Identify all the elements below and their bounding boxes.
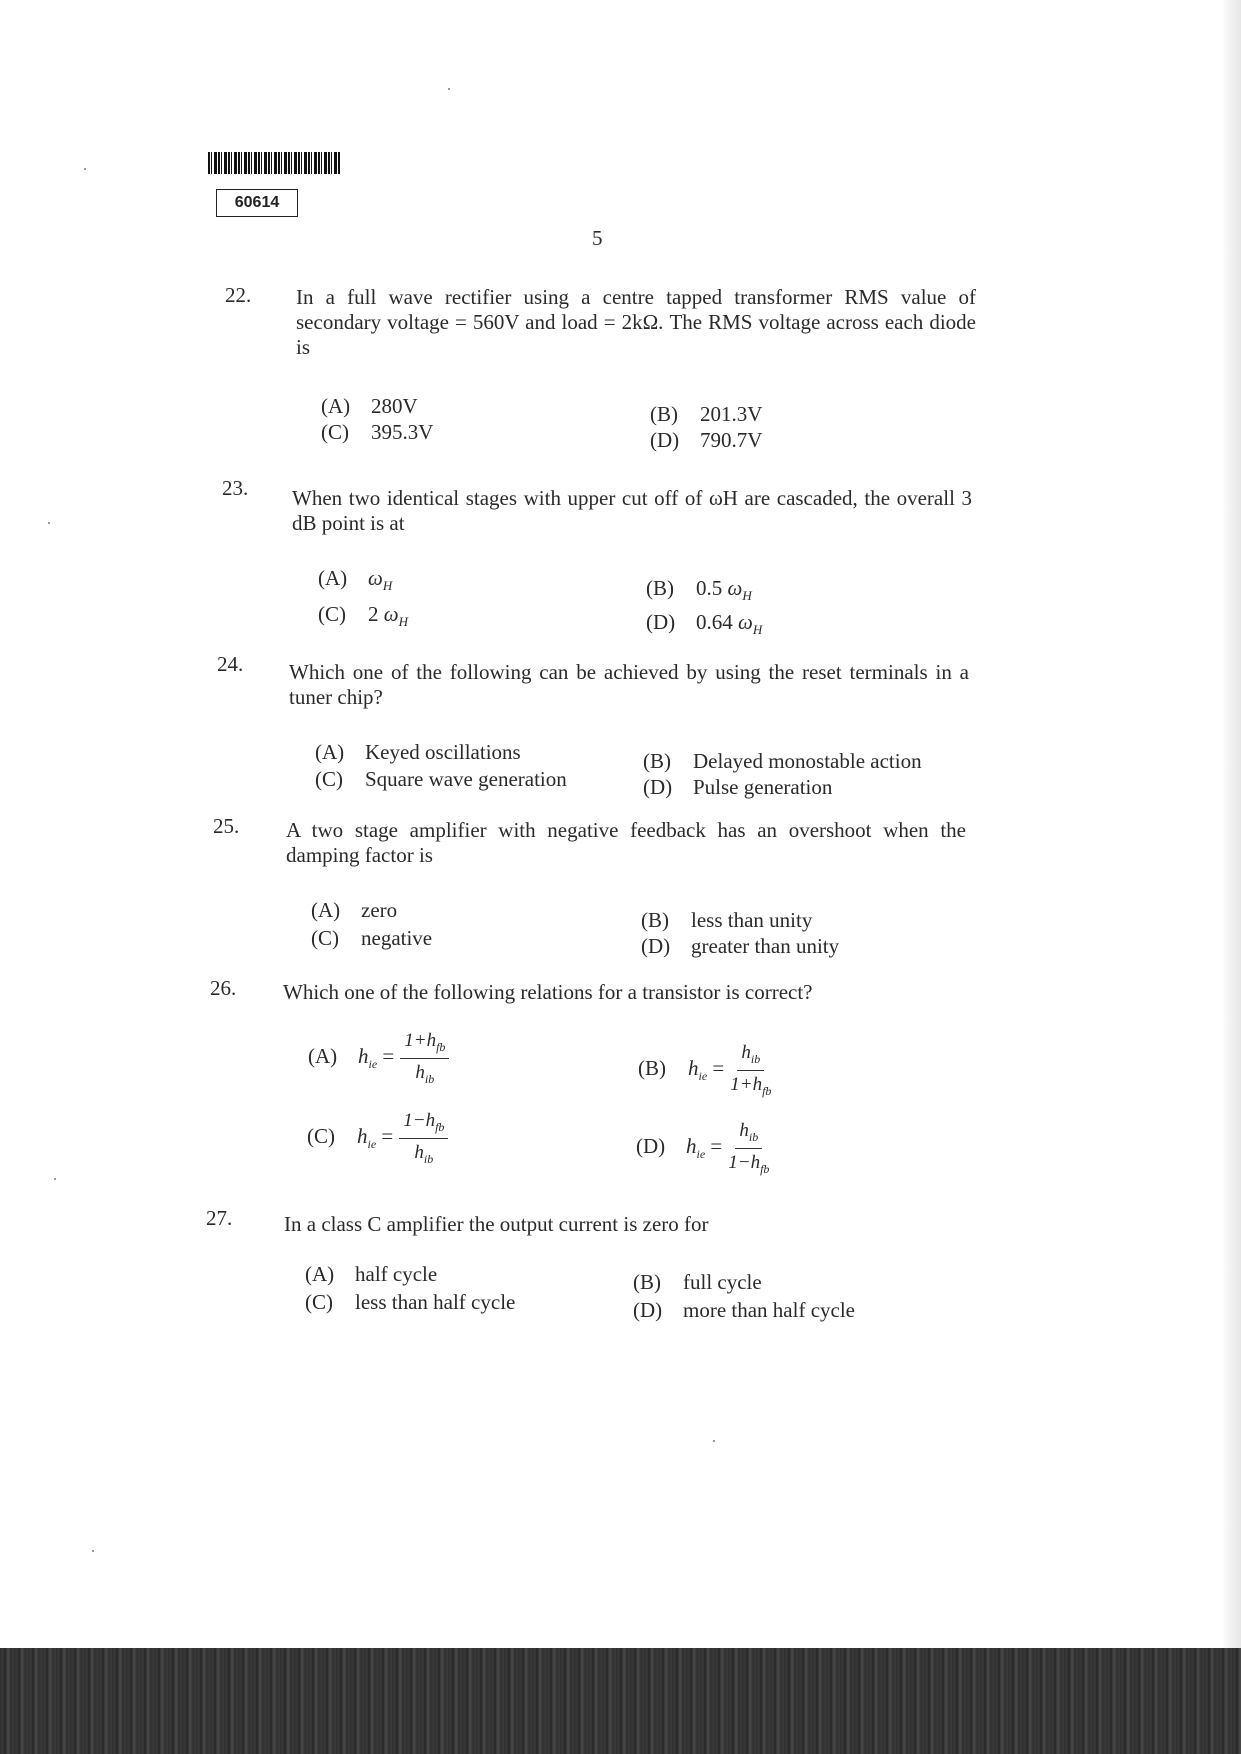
option-a (318, 566, 392, 594)
option-label: (C) (321, 420, 349, 444)
formula-lhs: $h_{ie}$ (357, 1124, 377, 1152)
paper-code-box: 60614 (216, 189, 298, 217)
option-b (643, 749, 922, 774)
equals-sign: = (381, 1124, 394, 1149)
option-value: 280V (371, 394, 418, 418)
option-value: 395.3V (371, 420, 434, 444)
option-a (305, 1262, 437, 1287)
fraction-denominator: $h_{ib}$ (414, 1141, 434, 1166)
fraction-denominator: $h_{ib}$ (415, 1061, 435, 1086)
omega-h-symbol: $\omega_H$ (727, 576, 752, 604)
option-d (636, 1120, 769, 1177)
option-b (633, 1270, 762, 1295)
option-label: (C) (307, 1124, 335, 1149)
option-d (633, 1298, 855, 1323)
omega-h-symbol: $\omega_H$ (738, 610, 763, 638)
fraction-numerator: $h_{ib}$ (737, 1042, 764, 1071)
option-d (641, 934, 839, 959)
question-text: In a full wave rectifier using a centre tapped transformer RMS value of secondary voltage = 560V and load = 2kΩ. The RMS voltage across each diode is (296, 285, 976, 359)
option-b (650, 402, 762, 427)
option-label: (B) (643, 749, 671, 773)
scan-speck (54, 1178, 56, 1180)
option-coef: 2 (368, 602, 379, 626)
option-c (321, 420, 433, 445)
scan-speck (713, 1440, 715, 1442)
option-label: (A) (305, 1262, 335, 1286)
option-label: (B) (650, 402, 678, 426)
option-label: (A) (308, 1044, 338, 1069)
question-text: Which one of the following can be achieved by using the reset terminals in a tuner chip? (289, 660, 969, 709)
option-label: (A) (311, 898, 341, 922)
option-value: 790.7V (700, 428, 763, 452)
question-number: 25. (213, 814, 240, 838)
option-a (311, 898, 397, 923)
question-text: In a class C amplifier the output current is zero for (284, 1212, 709, 1236)
question-number: 24. (217, 652, 244, 676)
option-label: (D) (641, 934, 671, 958)
option-label: (D) (646, 610, 676, 634)
option-label: (B) (641, 908, 669, 932)
option-value: less than half cycle (355, 1290, 516, 1314)
scan-edge-bottom (0, 1648, 1241, 1754)
question-text: Which one of the following relations for a transistor is correct? (283, 980, 813, 1004)
option-value: full cycle (683, 1270, 762, 1294)
option-label: (D) (643, 775, 673, 799)
option-value: Keyed oscillations (365, 740, 521, 764)
option-value: less than unity (691, 908, 813, 932)
formula-lhs: $h_{ie}$ (358, 1044, 378, 1072)
option-b (638, 1042, 771, 1099)
option-d (650, 428, 762, 453)
option-value: zero (361, 898, 398, 922)
option-label: (C) (305, 1290, 333, 1314)
option-label: (D) (650, 428, 680, 452)
option-label: (C) (318, 602, 346, 626)
equals-sign: = (710, 1134, 723, 1159)
formula-fraction (728, 1120, 769, 1177)
formula-lhs: $h_{ie}$ (688, 1056, 708, 1084)
option-value: Pulse generation (693, 775, 833, 799)
fraction-numerator: $h_{ib}$ (735, 1120, 762, 1149)
scan-speck (48, 522, 50, 524)
barcode-image (208, 152, 340, 174)
question-number: 26. (210, 976, 237, 1000)
option-label: (A) (321, 394, 351, 418)
page-number: 5 (592, 226, 603, 250)
option-c (315, 767, 567, 792)
option-b (641, 908, 812, 933)
option-coef: 0.64 (696, 610, 733, 634)
option-label: (A) (315, 740, 345, 764)
option-label: (C) (315, 767, 343, 791)
option-label: (B) (638, 1056, 666, 1081)
option-value: negative (361, 926, 433, 950)
question-text: A two stage amplifier with negative feedback has an overshoot when the damping factor is (286, 818, 966, 867)
option-value: greater than unity (691, 934, 840, 958)
formula-fraction (730, 1042, 771, 1099)
option-label: (C) (311, 926, 339, 950)
question-number: 27. (206, 1206, 233, 1230)
fraction-numerator: $1+h_{fb}$ (400, 1030, 449, 1059)
option-c (305, 1290, 515, 1315)
scan-edge-right (1222, 0, 1241, 1648)
option-label: (A) (318, 566, 348, 590)
option-c (307, 1110, 448, 1167)
equals-sign: = (382, 1044, 395, 1069)
option-d (646, 610, 762, 638)
question-text: When two identical stages with upper cut off of ωH are cascaded, the overall 3 dB point is at (292, 486, 972, 535)
option-label: (B) (633, 1270, 661, 1294)
scan-speck (448, 88, 450, 90)
option-d (643, 775, 832, 800)
option-value: half cycle (355, 1262, 438, 1286)
option-a (308, 1030, 449, 1087)
option-value: more than half cycle (683, 1298, 855, 1322)
option-value: Square wave generation (365, 767, 567, 791)
option-label: (B) (646, 576, 674, 600)
option-value: Delayed monostable action (693, 749, 922, 773)
fraction-numerator: $1-h_{fb}$ (399, 1110, 448, 1139)
omega-h-symbol: $\omega_H$ (368, 566, 393, 594)
formula-fraction (399, 1110, 448, 1167)
option-label: (D) (636, 1134, 666, 1159)
fraction-denominator: $1+h_{fb}$ (730, 1073, 772, 1098)
formula-lhs: $h_{ie}$ (686, 1134, 706, 1162)
scan-speck (84, 168, 86, 170)
option-value: 201.3V (700, 402, 763, 426)
question-number: 23. (222, 476, 249, 500)
option-c (318, 602, 408, 630)
option-a (321, 394, 418, 419)
question-number: 22. (225, 283, 252, 307)
formula-fraction (400, 1030, 449, 1087)
option-coef: 0.5 (696, 576, 723, 600)
fraction-denominator: $1-h_{fb}$ (728, 1151, 770, 1176)
equals-sign: = (712, 1056, 725, 1081)
option-a (315, 740, 521, 765)
option-c (311, 926, 432, 951)
omega-h-symbol: $\omega_H$ (383, 602, 408, 630)
option-label: (D) (633, 1298, 663, 1322)
option-b (646, 576, 752, 604)
scan-speck (92, 1550, 94, 1552)
